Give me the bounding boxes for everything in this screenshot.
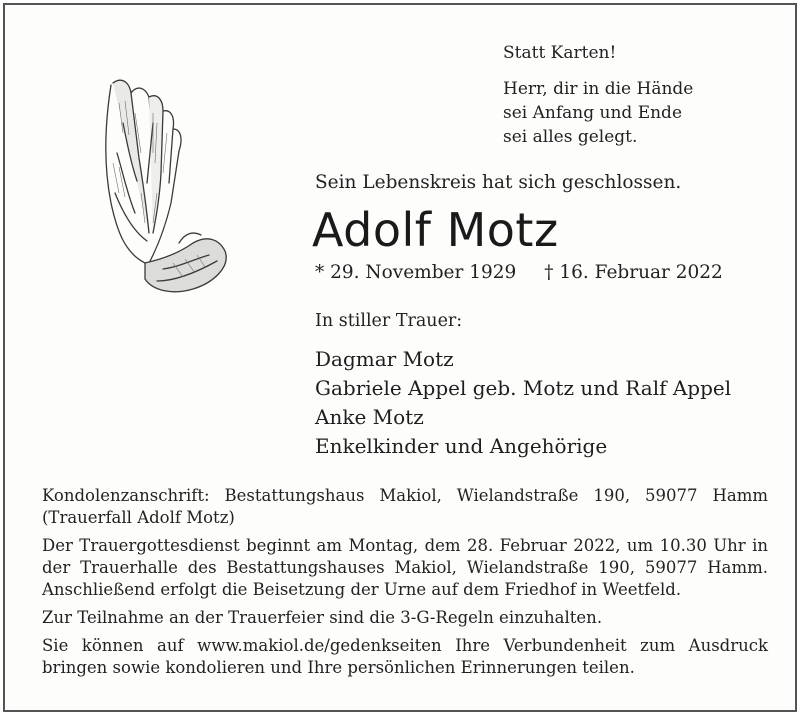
death-date: † 16. Februar 2022	[544, 262, 723, 283]
notice-section	[42, 485, 768, 685]
condolence-line: (Trauerfall Adolf Motz)	[42, 508, 235, 527]
mourner-name: Dagmar Motz	[315, 347, 454, 371]
rules-notice: Zur Teilnahme an der Trauerfeier sind die 3-G-Regeln einzuhalten.	[42, 608, 603, 627]
condolence-line: Kondolenzanschrift: Bestattungshaus Makiol, Wielandstraße 190, 59077 Hamm	[42, 486, 768, 505]
mourner-name: Enkelkinder und Angehörige	[315, 434, 608, 458]
lebenskreis-text: Sein Lebenskreis hat sich geschlossen.	[315, 172, 682, 193]
mourner-name: Gabriele Appel geb. Motz und Ralf Appel	[315, 376, 732, 400]
service-line: Anschließend erfolgt die Beisetzung der Urne auf dem Friedhof in Weetfeld.	[42, 580, 682, 599]
mourner-name: Anke Motz	[315, 405, 424, 429]
online-line: Sie können auf www.makiol.de/gedenkseiten Ihre Verbundenheit zum Ausdruck	[42, 636, 768, 655]
obituary-frame	[3, 3, 797, 712]
praying-hands-icon	[53, 63, 253, 303]
motto-block	[503, 41, 693, 149]
service-line: Der Trauergottesdienst beginnt am Montag, dem 28. Februar 2022, um 10.30 Uhr in	[42, 536, 768, 555]
service-info	[42, 535, 768, 601]
mourning-intro: In stiller Trauer:	[315, 311, 463, 331]
mourners-list	[315, 345, 731, 461]
birth-date: * 29. November 1929	[315, 262, 517, 283]
condolence-address	[42, 485, 768, 529]
service-line: der Trauerhalle des Bestattungshauses Makiol, Wielandstraße 190, 59077 Hamm.	[42, 558, 768, 577]
motto-line: Herr, dir in die Hände	[503, 79, 694, 99]
life-dates	[315, 262, 723, 283]
deceased-name: Adolf Motz	[312, 203, 559, 257]
motto-line: sei alles gelegt.	[503, 127, 638, 147]
motto-line: sei Anfang und Ende	[503, 103, 682, 123]
online-line: bringen sowie kondolieren und Ihre persönlichen Erinnerungen teilen.	[42, 658, 635, 677]
online-info	[42, 635, 768, 679]
statt-karten-text: Statt Karten!	[503, 43, 617, 63]
